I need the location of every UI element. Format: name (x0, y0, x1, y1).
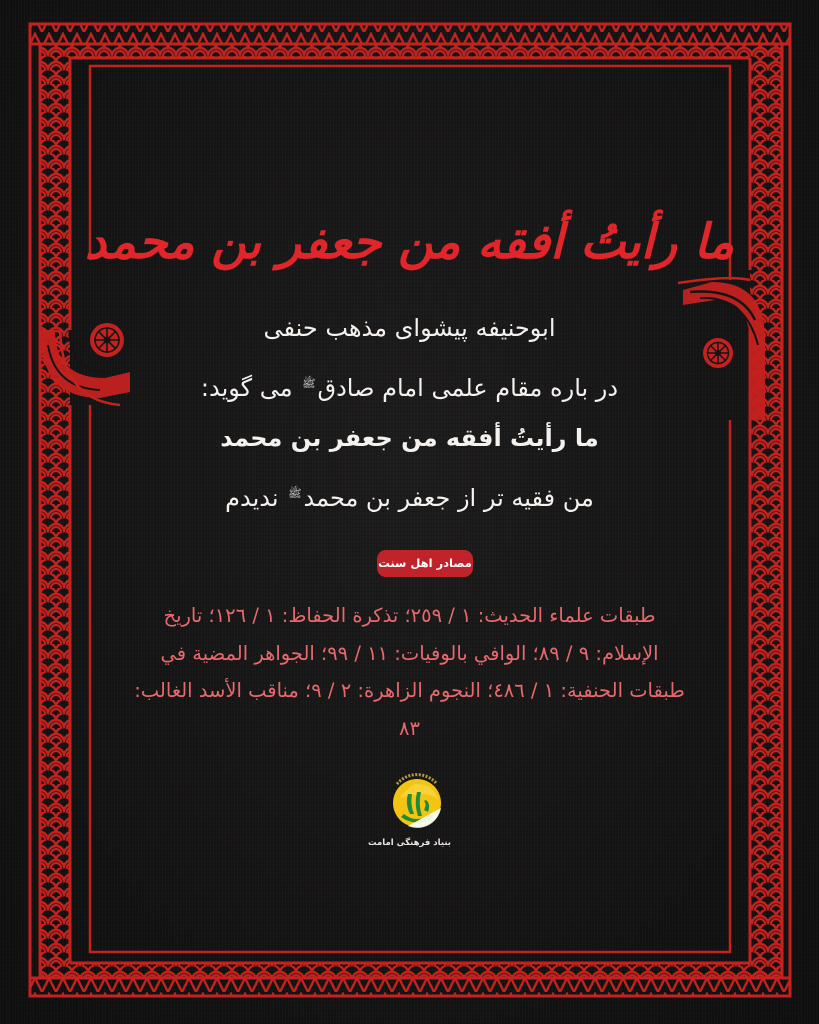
translation-text: من فقیه تر از جعفر بن محمد (303, 484, 594, 512)
intro-line-2-end: می گوید: (200, 374, 301, 402)
intro-line-1: ابوحنیفه پیشوای مذهب حنفی (263, 314, 556, 342)
honorific-glyph-icon: ﷺ (302, 377, 316, 390)
honorific-glyph-icon: ﷺ (288, 487, 302, 500)
persian-translation (0, 478, 819, 514)
arabic-quote: ما رأیتُ أفقه من جعفر بن محمد (220, 424, 599, 452)
imamat-foundation-logo-icon (386, 770, 448, 832)
sunni-sources-badge: مصادر اهل سنت (377, 550, 473, 577)
intro-line-2 (0, 368, 819, 404)
sources-list: طبقات علماء الحدیث: ١ / ٢٥٩؛ تذکرة الحفاظ: ١ / ١٢٦؛ تاریخ الإسلام: ٩ / ٨٩؛ الوافي بالوفیات: ١١ / ٩٩؛ الجواهر المضیة في طبقات الحنفیة: ١ / ٤٨٦؛ النجوم الزاهرة: ٢ / ٩؛ مناقب الأسد الغالب: ٨٣ (134, 604, 685, 740)
translation-end: ندیدم (225, 484, 287, 512)
logo-caption: بنیاد فرهنگی امامت (368, 838, 451, 848)
intro-line-2-text: در باره مقام علمی امام صادق (317, 374, 619, 402)
calligraphy-title: ما رأیتُ أفقه من جعفر بن محمد (84, 214, 735, 270)
